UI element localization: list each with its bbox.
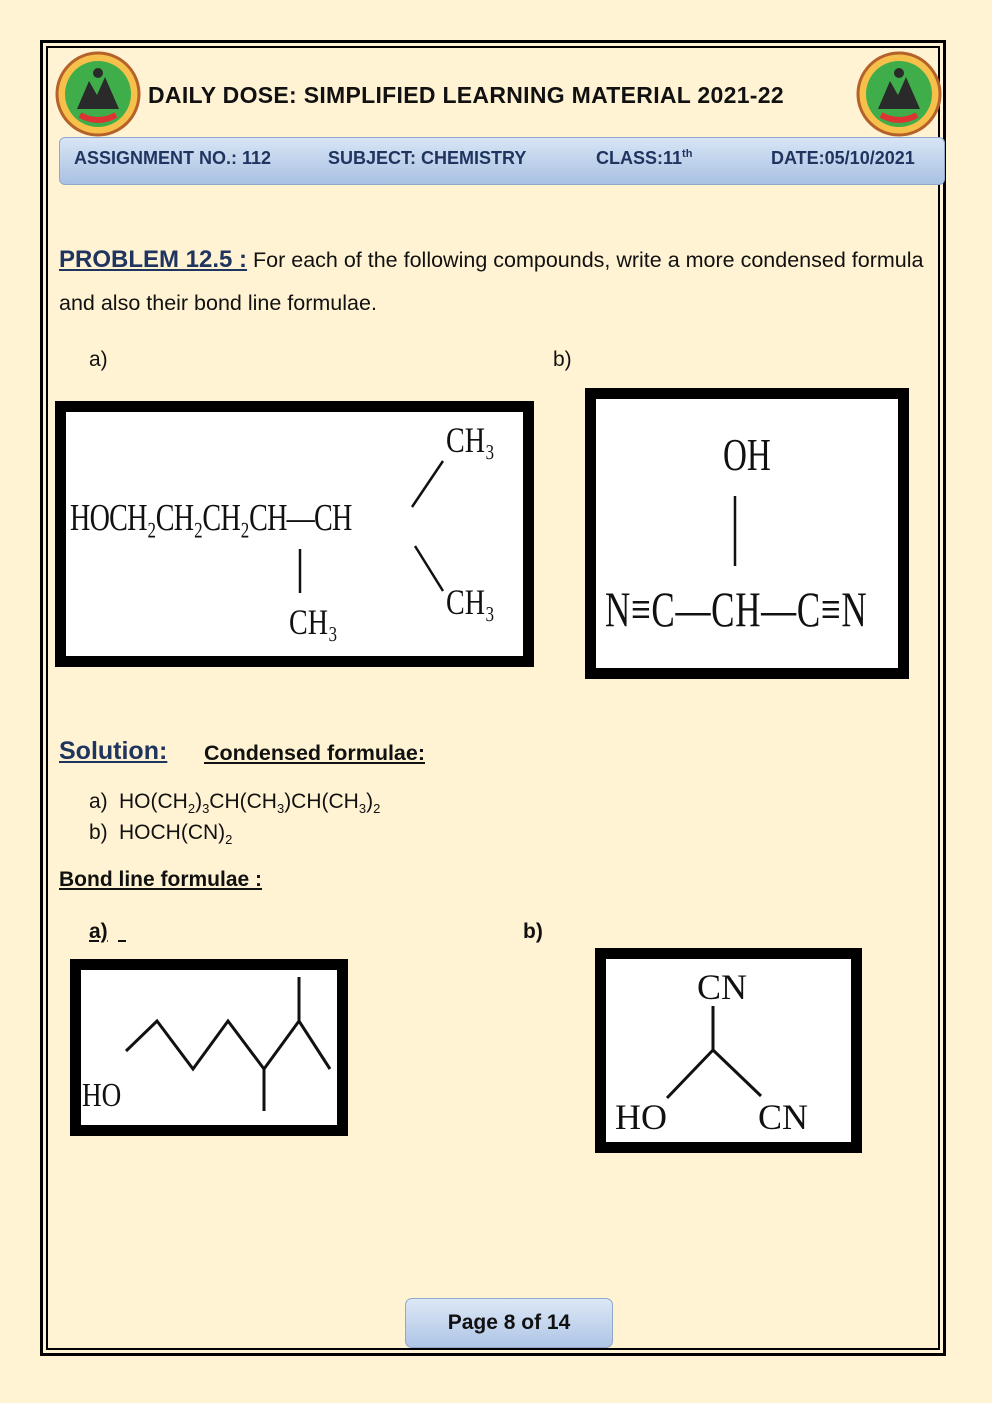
- structure-a-lower-methyl: CH₃: [289, 602, 338, 642]
- condensed-formula-b: b) $HOCH(CN)_2$: [89, 821, 233, 848]
- solution-title: Solution:: [59, 737, 168, 765]
- page-number-badge: Page 8 of 14: [405, 1298, 613, 1348]
- bond-line-a-figure: [70, 959, 348, 1136]
- bond-line-label-b: b): [523, 920, 543, 943]
- bond-line-label-a-underline: [118, 940, 126, 942]
- structure-b-figure: [585, 388, 909, 679]
- bond-line-a-hydroxyl: HO: [82, 1077, 122, 1114]
- problem-text: For each of the following compounds, write a more condensed formula and also their bond line formulae.: [59, 248, 924, 315]
- problem-label-a: a): [89, 348, 108, 371]
- bond-line-title: Bond line formulae :: [59, 868, 263, 891]
- school-logo-left: [55, 51, 141, 137]
- assignment-info-bar: [59, 137, 945, 185]
- header-title: DAILY DOSE: SIMPLIFIED LEARNING MATERIAL 2021-22: [148, 82, 784, 108]
- structure-a-right-methyl: CH₃: [446, 582, 495, 622]
- structure-a-figure: [55, 401, 534, 667]
- structure-b-hydroxyl: OH: [723, 429, 771, 480]
- condensed-formulae-title: Condensed formulae:: [204, 741, 425, 765]
- problem-label-b: b): [553, 348, 572, 371]
- bond-line-label-a: a): [89, 920, 108, 943]
- structure-a-top-methyl: CH₃: [446, 420, 495, 460]
- subject: SUBJECT: CHEMISTRY: [328, 148, 527, 168]
- problem-title: PROBLEM 12.5 :: [59, 246, 248, 273]
- class-info: CLASS:11th: [596, 148, 693, 168]
- problem-statement: [59, 238, 929, 325]
- assignment-number: ASSIGNMENT NO.: 112: [74, 148, 272, 168]
- condensed-formula-a: a) $HO(CH_2)_3CH(CH_3)CH(CH_3)_2$: [89, 790, 381, 817]
- bond-line-b-figure: [595, 948, 862, 1153]
- bond-line-b-hydroxyl: HO: [615, 1097, 667, 1137]
- school-logo-right: [856, 51, 942, 137]
- bond-line-b-right-nitrile: CN: [758, 1097, 809, 1137]
- bond-line-b-top-nitrile: CN: [697, 967, 748, 1007]
- structure-a-main-chain: HOCH₂CH₂CH₂CH—CH: [70, 497, 352, 539]
- structure-b-chain: N≡C—CH—C≡N: [605, 581, 868, 637]
- date: DATE:05/10/2021: [771, 148, 915, 168]
